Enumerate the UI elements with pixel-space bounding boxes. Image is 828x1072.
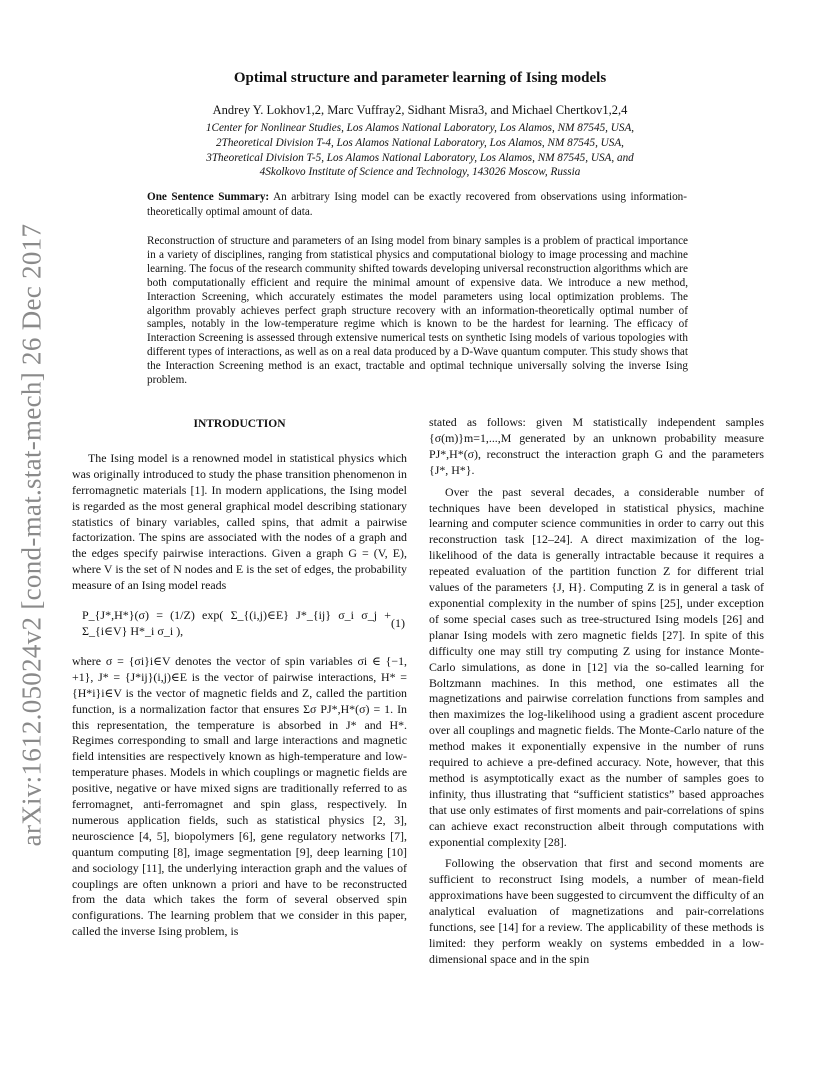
affiliation-4: 4Skolkovo Institute of Science and Technology, 143026 Moscow, Russia	[259, 166, 581, 179]
author-list: Andrey Y. Lokhov1,2, Marc Vuffray2, Sidhant Misra3, and Michael Chertkov1,2,4	[212, 103, 628, 117]
intro-paragraph-2: where σ = {σi}i∈V denotes the vector of spin variables σi ∈ {−1, +1}, J* = {J*ij}(i,j)∈E is the vector of pairwise interactions, H* = {H*i}i∈V is the vector of magnetic fields and Z, called the partition function, is a normalization factor that ensures Σσ PJ*,H*(σ) = 1. In this representation, the temperature is absorbed in J* and H*. Regimes corresponding to small and large interactions and magnetic field intensities are respectively known as high-temperature and low-temperature phases. Models in which couplings or magnetic fields are positive, negative or have mixed signs are traditionally referred to as ferromagnet, anti-ferromagnet and spin glass, respectively. In numerous application fields, such as statistical physics [2, 3], neuroscience [4, 5], biopolymers [6], gene regulatory networks [7], quantum computing [8], image segmentation [9], deep learning [10] and sociology [11], the underlying interaction graph and the values of couplings are often unknown a priori and have to be reconstructed from the data which takes the form of several observed spin configurations. The learning problem that we consider in this paper, called the inverse Ising problem, is	[72, 653, 407, 939]
summary-text: An arbitrary Ising model can be exactly recovered from observations using information-theoretically optimal amount of data.	[147, 191, 687, 218]
intro-paragraph-4: Over the past several decades, a considerable number of techniques have been developed in statistical physics, machine learning and computer science communities in order to carry out this reconstruction task [12–24]. A direct maximization of the log-likelihood of the data is generally intractable because it requires a repeated evaluation of the partition function Z for different trial values of the parameters {J, H}. Computing Z is in general a task of exponential complexity in the number of spins [25], under exception of some special cases such as tree-structured Ising models [26] and planar Ising models with zero magnetic fields [27]. In spite of this difficulty one may still try computing Z using for instance Monte-Carlo simulations, as done in [12] via the so-called learning for Boltzmann machines. In this method, one estimates all the magnetizations and pairwise correlation functions from samples and then maximizes the log-likelihood using a gradient ascent procedure over all couplings and magnetic fields. The Monte-Carlo nature of the method makes it exponentially expensive in the number of runs required to achieve a pre-defined accuracy. Note, however, that this method is asymptotically exact as the number of samples goes to infinity, thus illustrating that “sufficient statistics” based approaches that use only estimates of first moments and pair-correlations of spins can achieve exact reconstruction albeit through computations with exponential complexity [28].	[429, 484, 764, 849]
equation-number: (1)	[391, 616, 405, 631]
arxiv-stamp: arXiv:1612.05024v2 [cond-mat.stat-mech] 26 Dec 2017	[16, 223, 47, 847]
paper-title: Optimal structure and parameter learning of Ising models	[233, 70, 607, 86]
section-heading: INTRODUCTION	[193, 418, 286, 430]
right-column	[429, 415, 764, 968]
affiliation-2: 2Theoretical Division T-4, Los Alamos National Laboratory, Los Alamos, NM 87545, USA,	[216, 136, 624, 149]
left-column	[72, 415, 407, 940]
intro-paragraph-5: Following the observation that first and second moments are sufficient to reconstruct Ising models, a number of mean-field approximations have been suggested to circumvent the difficulty of an analytical evaluation of magnetizations and pair-correlations functions, see [14] for a review. The applicability of these methods is limited: they perform weakly on systems embedded in a low-dimensional space and in the spin	[429, 856, 764, 966]
summary-label: One Sentence Summary:	[147, 191, 270, 203]
equation-1	[82, 608, 407, 640]
affiliation-1: 1Center for Nonlinear Studies, Los Alamos National Laboratory, Los Alamos, NM 87545, USA,	[205, 122, 635, 134]
abstract: Reconstruction of structure and parameters of an Ising model from binary samples is a problem of practical importance in a variety of disciplines, ranging from statistical physics and computational biology to image processing and machine learning. The focus of the research community shifted towards developing universal reconstruction algorithms which are both computationally efficient and require the minimal amount of expensive data. We introduce a new method, Interaction Screening, which accurately estimates the model parameters using local optimization problems. The algorithm provably achieves perfect graph structure recovery with an information-theoretically optimal number of samples, notably in the low-temperature regime which is known to be the hardest for learning. The efficacy of Interaction Screening is assessed through extensive numerical tests on synthetic Ising models of various topologies with different types of interactions, as well as on a real data produced by a D-Wave quantum computer. This study shows that the Interaction Screening method is an exact, tractable and optimal technique universally solving the inverse Ising problem.	[147, 235, 688, 387]
equation-body: P_{J*,H*}(σ) = (1/Z) exp( Σ_{(i,j)∈E} J*_{ij} σ_i σ_j + Σ_{i∈V} H*_i σ_i ),	[82, 608, 391, 638]
intro-paragraph-1: The Ising model is a renowned model in statistical physics which was originally introduced to study the phase transition phenomenon in ferromagnetic materials [1]. In modern applications, the Ising model is regarded as the most general graphical model describing stationary statistics of binary variables, called spins, that admit a pairwise factorization. The spins are associated with the nodes of a graph and the edges specify pairwise interactions. Given a graph G = (V, E), where V is the set of N nodes and E is the set of edges, the probability measure of an Ising model reads	[72, 450, 407, 593]
affiliations	[100, 121, 740, 180]
affiliation-3: 3Theoretical Division T-5, Los Alamos National Laboratory, Los Alamos, NM 87545, USA, and	[206, 151, 634, 164]
one-sentence-summary	[147, 190, 687, 219]
intro-paragraph-3: stated as follows: given M statistically independent samples {σ(m)}m=1,...,M generated by an unknown probability measure PJ*,H*(σ), reconstruct the interaction graph G and the parameters {J*, H*}.	[429, 415, 764, 477]
